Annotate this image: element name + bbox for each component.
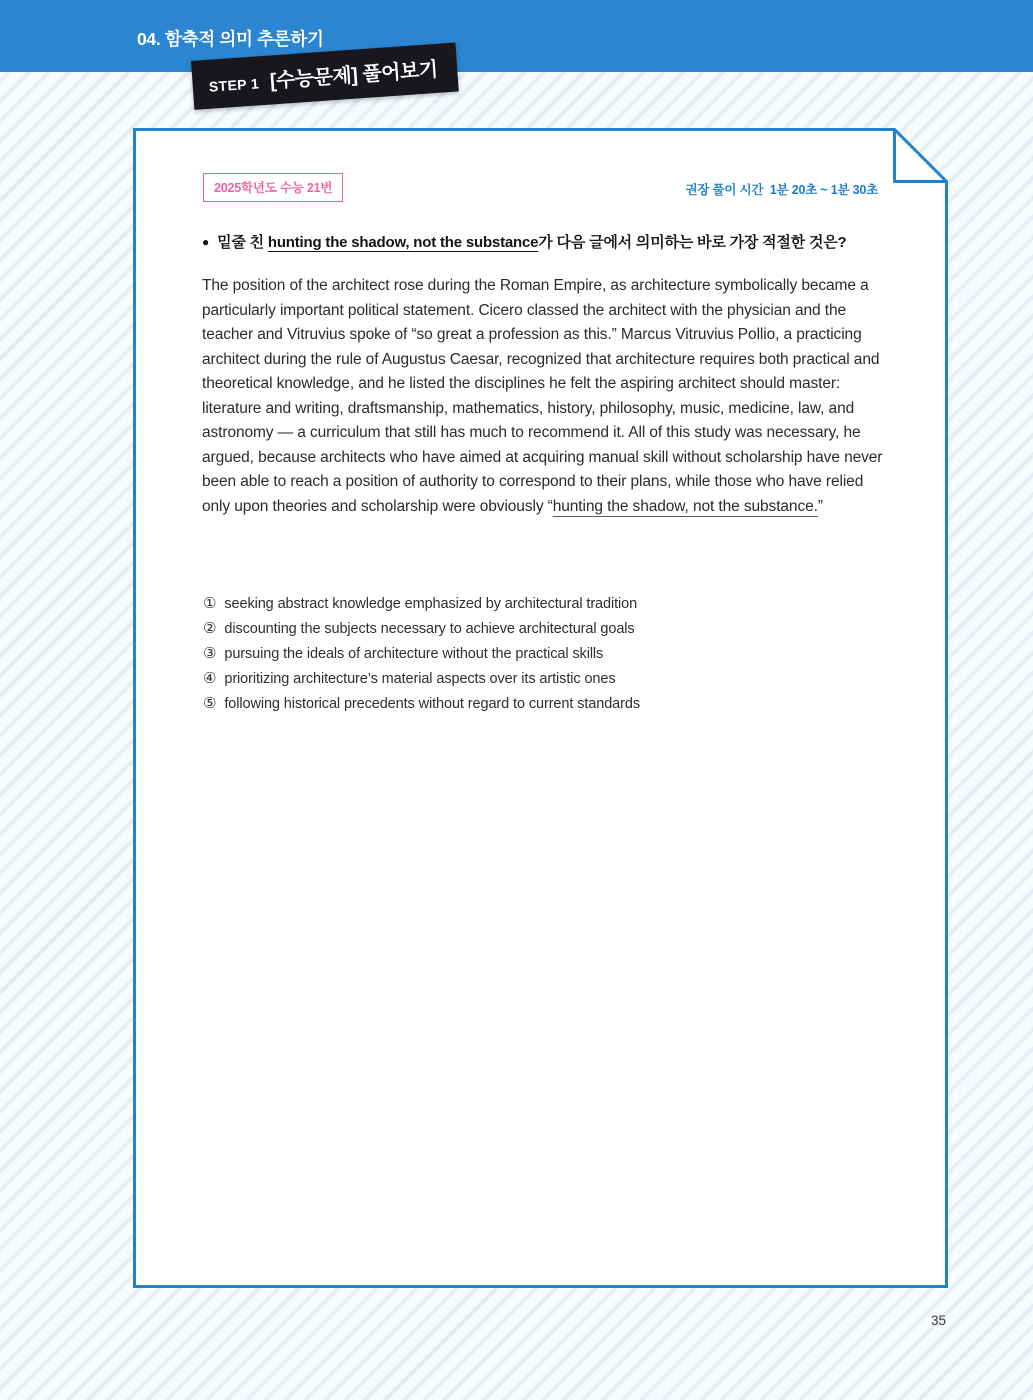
answer-option-4 <box>203 666 640 691</box>
answer-option-2 <box>203 616 640 641</box>
answer-option-5 <box>203 691 640 716</box>
recommended-time-label: 권장 풀이 시간 1분 20초 ~ 1분 30초 <box>685 183 878 197</box>
option-text-5: following historical precedents without regard to current standards <box>224 696 640 712</box>
question-underlined-phrase: hunting the shadow, not the substance <box>267 234 539 251</box>
option-number-5: ⑤ <box>203 695 217 712</box>
passage-text-before-underline: The position of the architect rose during the Roman Empire, as architecture symbolically became a particularly important political statement. Cicero classed the architect with the physician and the teacher and Vitruvius spoke of “so great a profession as this.” Marcus Vitruvius Pollio, a practicing architect during the rule of Augustus Caesar, recognized that architecture requires both practical and theoretical knowledge, and he listed the disciplines he felt the aspiring architect should master: literature and writing, draftsmanship, mathematics, history, philosophy, music, medicine, law, and astronomy — a curriculum that still has much to recommend it. All of this study was necessary, he argued, because architects who have aimed at acquiring manual skill without scholarship have never been able to reach a position of authority to correspond to their plans, while those who have relied only upon theories and scholarship were obviously “ <box>202 277 883 515</box>
page-number: 35 <box>931 1313 947 1328</box>
reading-passage <box>202 274 888 519</box>
option-text-1: seeking abstract knowledge emphasized by architectural tradition <box>224 596 638 612</box>
question-suffix: 가 다음 글에서 의미하는 바로 가장 적절한 것은? <box>538 234 847 251</box>
passage-underlined-phrase: hunting the shadow, not the substance. <box>552 497 818 515</box>
option-text-3: pursuing the ideals of architecture without the practical skills <box>224 646 604 662</box>
question-stem <box>202 232 902 254</box>
chapter-title: 04. 함축적 의미 추론하기 <box>137 29 324 49</box>
answer-option-3 <box>203 641 640 666</box>
question-prefix: 밑줄 친 <box>217 234 268 251</box>
option-text-4: prioritizing architecture’s material aspects over its artistic ones <box>224 671 616 687</box>
option-text-2: discounting the subjects necessary to achieve architectural goals <box>224 621 635 637</box>
option-number-4: ④ <box>203 670 217 687</box>
option-number-3: ③ <box>203 645 217 662</box>
answer-option-1 <box>203 591 640 616</box>
paper-content <box>133 128 948 1288</box>
worksheet-paper <box>133 128 948 1288</box>
option-number-2: ② <box>203 620 217 637</box>
step-banner-title: [수능문제] 풀어보기 <box>269 58 439 93</box>
exam-source-badge: 2025학년도 수능 21번 <box>203 173 343 202</box>
step-label: STEP 1 <box>208 75 260 95</box>
passage-text-after-underline: ” <box>817 497 823 515</box>
option-number-1: ① <box>203 595 217 612</box>
chapter-header-bar <box>0 0 1033 72</box>
bullet-icon: ● <box>202 235 210 249</box>
answer-options-list <box>203 591 640 716</box>
